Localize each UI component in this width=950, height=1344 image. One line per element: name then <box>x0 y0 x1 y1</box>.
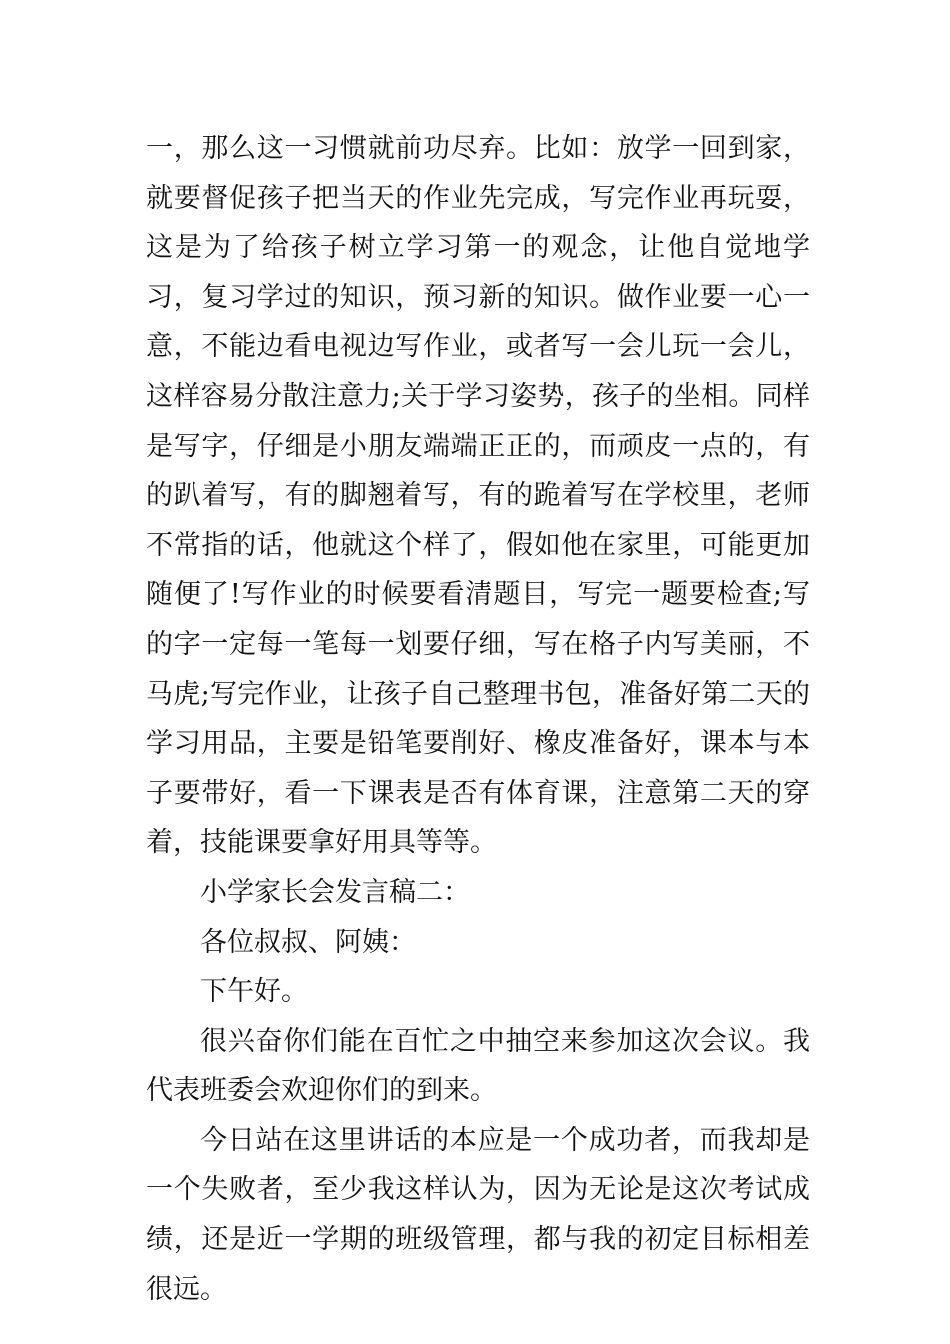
paragraph-homework-habits: 一，那么这一习惯就前功尽弃。比如：放学一回到家，就要督促孩子把当天的作业先完成，写完作业再玩耍，这是为了给孩子树立学习第一的观念，让他自觉地学习，复习学过的知识，预习新的知识。做作业要一心一意，不能边看电视边写作业，或者写一会儿玩一会儿，这样容易分散注意力;关于学习姿势，孩子的坐相。同样是写字，仔细是小朋友端端正正的，而顽皮一点的，有的趴着写，有的脚翘着写，有的跪着写在学校里，老师不常指的话，他就这个样了，假如他在家里，可能更加随便了!写作业的时候要看清题目，写完一题要检查;写的字一定每一笔每一划要仔细，写在格子内写美丽，不马虎;写完作业，让孩子自己整理书包，准备好第二天的学习用品，主要是铅笔要削好、橡皮准备好，课本与本子要带好，看一下课表是否有体育课，注意第二天的穿着，技能课要拿好用具等等。 <box>146 133 810 859</box>
salutation: 各位叔叔、阿姨： <box>200 926 416 958</box>
paragraph-self-reflection: 今日站在这里讲话的本应是一个成功者，而我却是一个失败者，至少我这样认为，因为无论是这次考试成绩，还是近一学期的班级管理，都与我的初定目标相差很远。 <box>146 1124 810 1305</box>
paragraph-welcome: 很兴奋你们能在百忙之中抽空来参加这次会议。我代表班委会欢迎你们的到来。 <box>146 1025 810 1107</box>
greeting: 下午好。 <box>200 976 308 1008</box>
section-heading-speech-two: 小学家长会发言稿二： <box>200 876 470 908</box>
document-body <box>146 124 810 1314</box>
